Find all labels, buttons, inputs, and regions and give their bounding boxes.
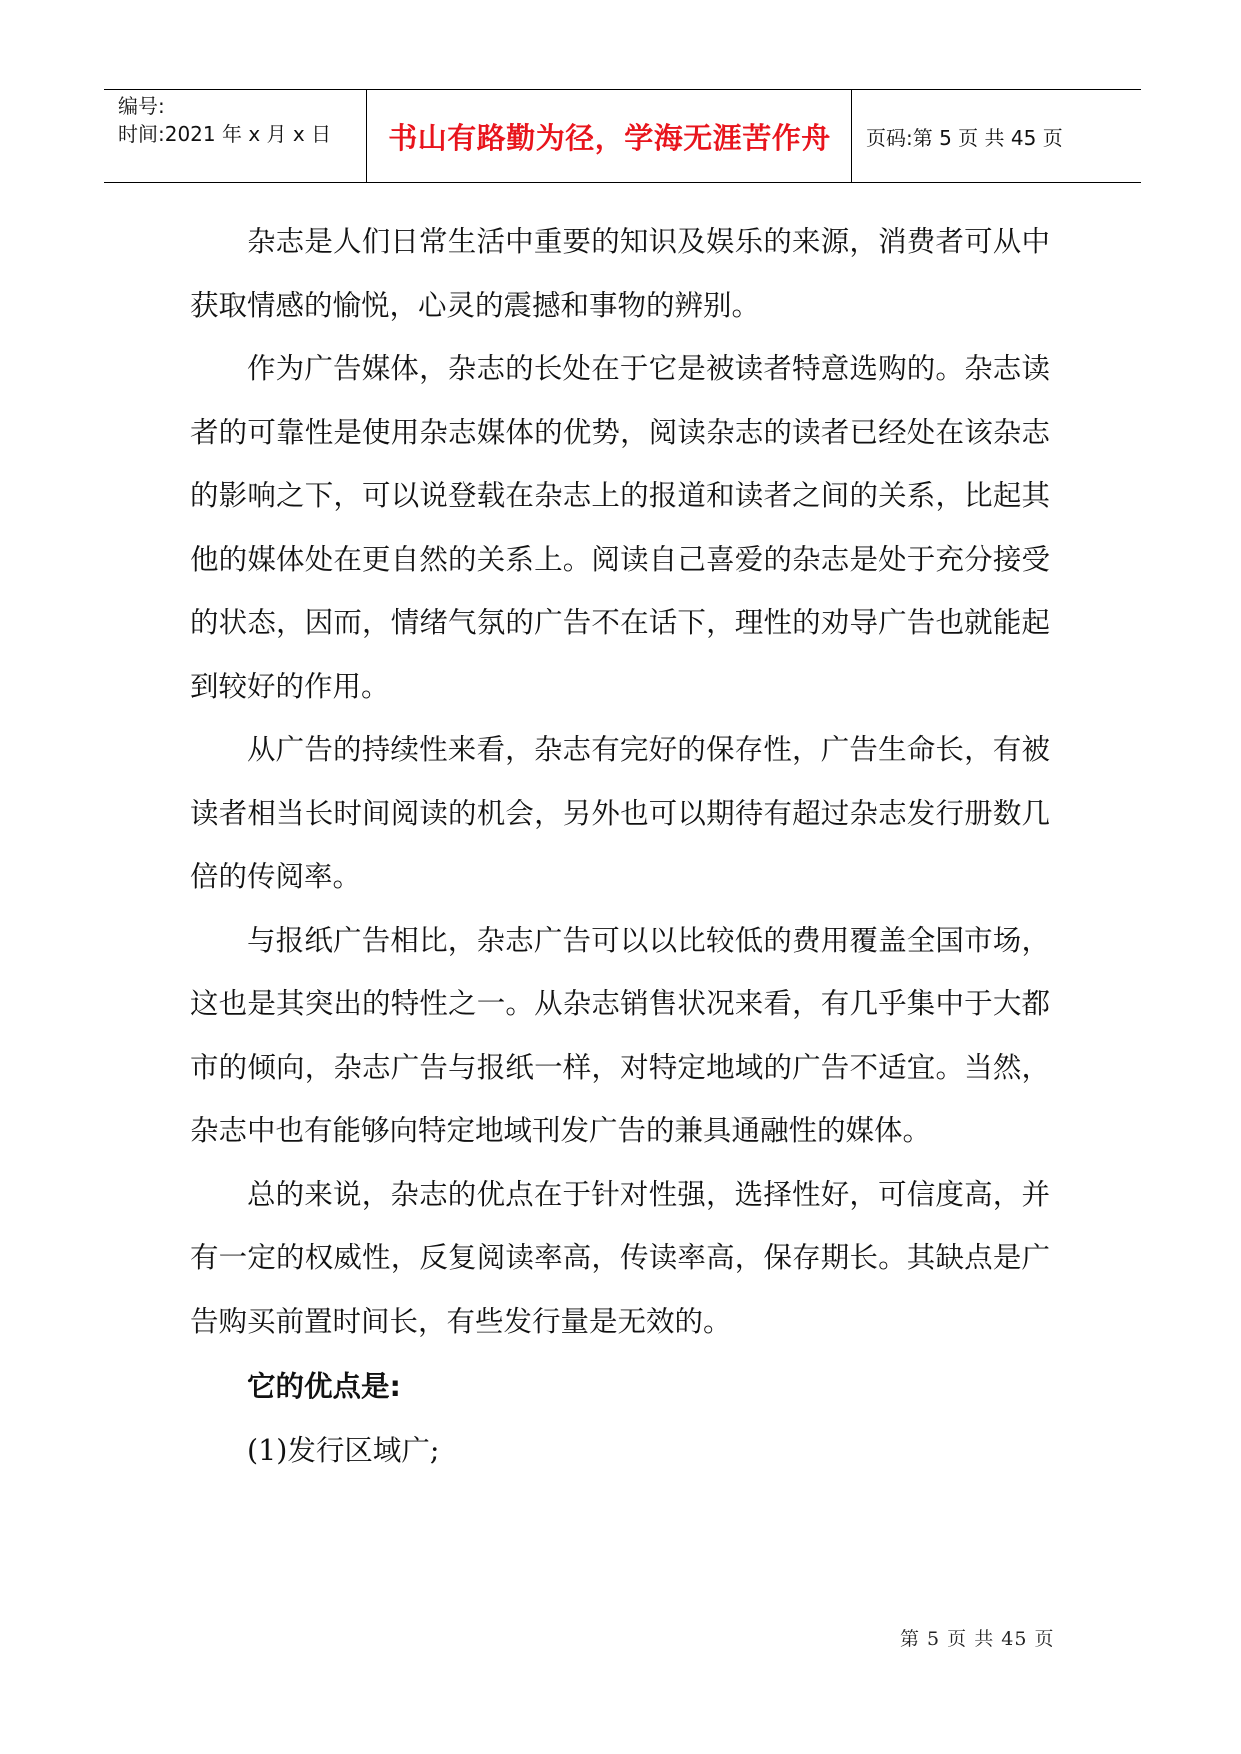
body-paragraph: 总的来说，杂志的优点在于针对性强，选择性好，可信度高，并有一定的权威性，反复阅读率高，传读率高，保存期长。其缺点是广告购买前置时间长，有些发行量是无效的。 — [190, 1177, 1050, 1338]
header-divider — [851, 90, 852, 182]
header-motto: 书山有路勤为径，学海无涯苦作舟 — [388, 120, 831, 155]
header-divider — [366, 90, 367, 182]
header-time-label: 时间:2021 年 x 月 x 日 — [118, 122, 332, 146]
section-heading: 它的优点是: — [247, 1370, 401, 1403]
page-footer: 第 5 页 共 45 页 — [900, 1628, 1055, 1650]
header-meta — [118, 92, 368, 148]
body-paragraph: 与报纸广告相比，杂志广告可以以比较低的费用覆盖全国市场，这也是其突出的特性之一。从杂志销售状况来看，有几乎集中于大都市的倾向，杂志广告与报纸一样，对特定地域的广告不适宜。当然，杂志中也有能够向特定地域刊发广告的兼具通融性的媒体。 — [190, 923, 1050, 1147]
body-paragraph: 作为广告媒体，杂志的长处在于它是被读者特意选购的。杂志读者的可靠性是使用杂志媒体的优势，阅读杂志的读者已经处在该杂志的影响之下，可以说登载在杂志上的报道和读者之间的关系，比起其他的媒体处在更自然的关系上。阅读自己喜爱的杂志是处于充分接受的状态，因而，情绪气氛的广告不在话下，理性的劝导广告也就能起到较好的作用。 — [190, 352, 1050, 703]
header-number-label: 编号: — [118, 94, 165, 118]
header-page-info: 页码:第 5 页 共 45 页 — [866, 125, 1063, 150]
document-body — [190, 210, 1050, 1482]
body-paragraph: 从广告的持续性来看，杂志有完好的保存性，广告生命长，有被读者相当长时间阅读的机会，另外也可以期待有超过杂志发行册数几倍的传阅率。 — [190, 733, 1050, 893]
body-paragraph: 杂志是人们日常生活中重要的知识及娱乐的来源，消费者可从中获取情感的愉悦，心灵的震撼和事物的辨别。 — [190, 225, 1050, 322]
list-item: (1)发行区域广; — [247, 1433, 440, 1467]
page-header — [104, 89, 1141, 183]
